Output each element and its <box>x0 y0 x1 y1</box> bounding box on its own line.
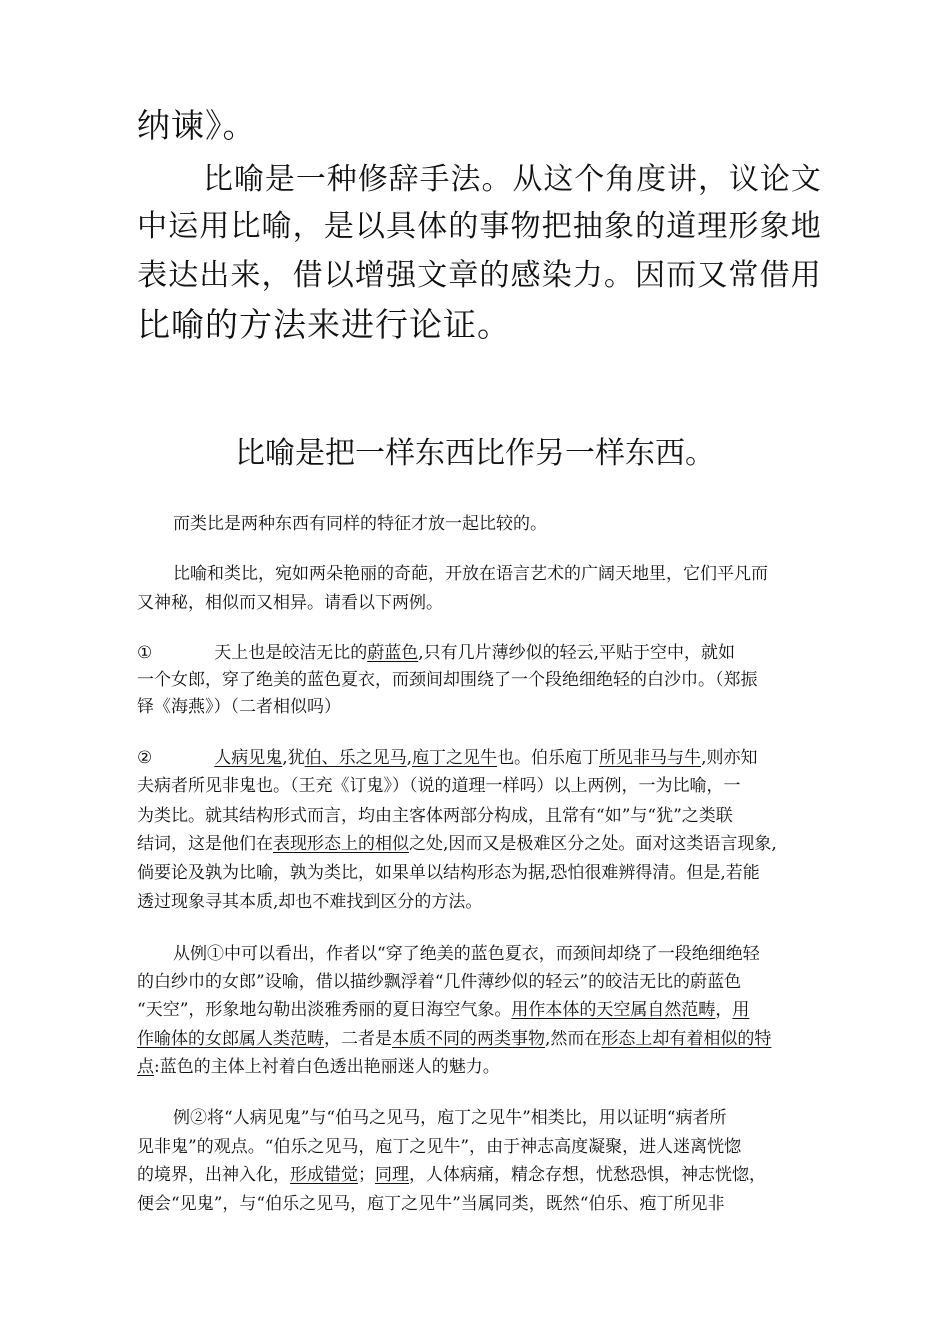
paragraph-line: 见非鬼”的观点。“伯乐之见马，庖丁之见牛”，由于神志高度凝聚，进人迷离恍惚 <box>137 1137 742 1157</box>
intro-line: 中运用比喻，是以具体的事物把抽象的道理形象地 <box>137 209 822 244</box>
paragraph-line <box>137 1025 771 1054</box>
example-2-line: 透过现象寻其本质,却也不难找到区分的方法。 <box>137 892 483 912</box>
text-span: ,只有几片薄纱似的轻云,平贴于空中，就如 <box>418 643 736 663</box>
paragraph-line: 比喻和类比，宛如两朵艳丽的奇葩，开放在语言艺术的广阔天地里，它们平凡而 <box>173 564 768 584</box>
example-2-line: 为类比。就其结构形式而言，均由主客体两部分构成，且常有“如”与“犹”之类联 <box>137 806 733 826</box>
section-heading: 比喻是把一样东西比作另一样东西。 <box>235 436 715 471</box>
underlined-text: 点 <box>137 1057 154 1077</box>
paragraph-line: 便会“见鬼”，与“伯乐之见马，庖丁之见牛”当属同类，既然“伯乐、疱丁所见非 <box>137 1194 725 1214</box>
paragraph-line <box>137 996 749 1025</box>
example-2-line: 夫病者所见非鬼也。（王充《订鬼》）（说的道理一样吗）以上两例，一为比喻，一 <box>137 776 741 796</box>
example-1-line <box>137 639 735 668</box>
paragraph-line: 又神秘，相似而又相异。请看以下两例。 <box>137 593 443 613</box>
intro-line: 比喻是一种修辞手法。从这个角度讲，议论文 <box>203 162 822 197</box>
text-span: 也。伯乐庖丁 <box>497 748 600 768</box>
text-span: , <box>406 748 413 768</box>
underlined-text: 用 <box>732 1000 750 1020</box>
example-number: ② <box>137 748 153 768</box>
underlined-text: 人病见鬼 <box>214 748 283 768</box>
underlined-text: 伯、乐之见马 <box>304 748 407 768</box>
paragraph-line <box>137 1053 500 1082</box>
text-span: 的境界，出神入化， <box>137 1165 290 1185</box>
text-span: 天上也是皎洁无比的 <box>214 643 368 663</box>
text-span: :蓝色的主体上衬着白色透出艳丽迷人的魅力。 <box>154 1057 500 1077</box>
text-span: “天空”，形象地勾勒出淡雅秀丽的夏日海空气象。 <box>137 1000 512 1020</box>
example-1-line: 一个女郎，穿了绝美的蓝色夏衣，而颈间却围绕了一个段绝细绝轻的白沙巾。（郑振 <box>137 670 758 690</box>
paragraph-line: 的白纱巾的女郎”设喻，借以描纱飘浮着“几件薄纱似的轻云”的皎洁无比的蔚蓝色 <box>137 972 742 992</box>
example-2-line: 倘要论及孰为比喻，孰为类比，如果单以结构形态为据,恐怕很难辨得清。但是,若能 <box>137 863 760 883</box>
text-span: ， <box>715 1000 733 1020</box>
text-span: ,然而在 <box>545 1029 602 1049</box>
paragraph-line: 从例①中可以看出，作者以“穿了绝美的蓝色夏衣，而颈间却绕了一段绝细绝轻 <box>173 944 760 964</box>
underlined-text: 形态上却有着相似的特 <box>601 1029 772 1049</box>
underlined-text: 同理 <box>375 1165 409 1185</box>
intro-line: 表达出来，借以增强文章的感染力。因而又常借用 <box>137 258 822 293</box>
underlined-text: 蔚蓝色 <box>367 643 419 663</box>
paragraph-line: 例②将“人病见鬼”与“伯马之见马，庖丁之见牛”相类比，用以证明“病者所 <box>173 1108 727 1128</box>
text-span: ，二者是 <box>324 1029 392 1049</box>
example-number: ① <box>137 643 153 663</box>
underlined-text: 用作本体的天空属自然范畴 <box>511 1000 716 1020</box>
underlined-text: 形成错觉 <box>290 1165 358 1185</box>
underlined-text: 表现形态上的相似 <box>273 834 409 854</box>
text-span: ,则亦知 <box>701 748 758 768</box>
example-2-line <box>137 830 777 859</box>
underlined-text: 所见非马与牛 <box>599 748 702 768</box>
text-span: 结词，这是他们在 <box>137 834 273 854</box>
example-1-line: 铎《海燕》）（二者相似吗） <box>137 697 341 717</box>
example-2-line <box>137 744 757 773</box>
text-span: ,犹 <box>282 748 305 768</box>
intro-line: 纳谏》。 <box>137 106 257 145</box>
paragraph-line: 而类比是两种东西有同样的特征才放一起比较的。 <box>173 514 547 534</box>
paragraph-line <box>137 1161 766 1190</box>
text-span: ； <box>358 1165 375 1185</box>
text-span: ，人体病痛，精念存想，忧愁恐惧，神志恍惚， <box>409 1165 766 1185</box>
underlined-text: 庖丁之见牛 <box>412 748 498 768</box>
underlined-text: 本质不同的两类事物 <box>392 1029 545 1049</box>
underlined-text: 作喻体的女郎属人类范畴 <box>137 1029 324 1049</box>
text-span: 之处,因而又是极难区分之处。面对这类语言现象, <box>409 834 777 854</box>
intro-line: 比喻的方法来进行论证。 <box>137 305 511 344</box>
